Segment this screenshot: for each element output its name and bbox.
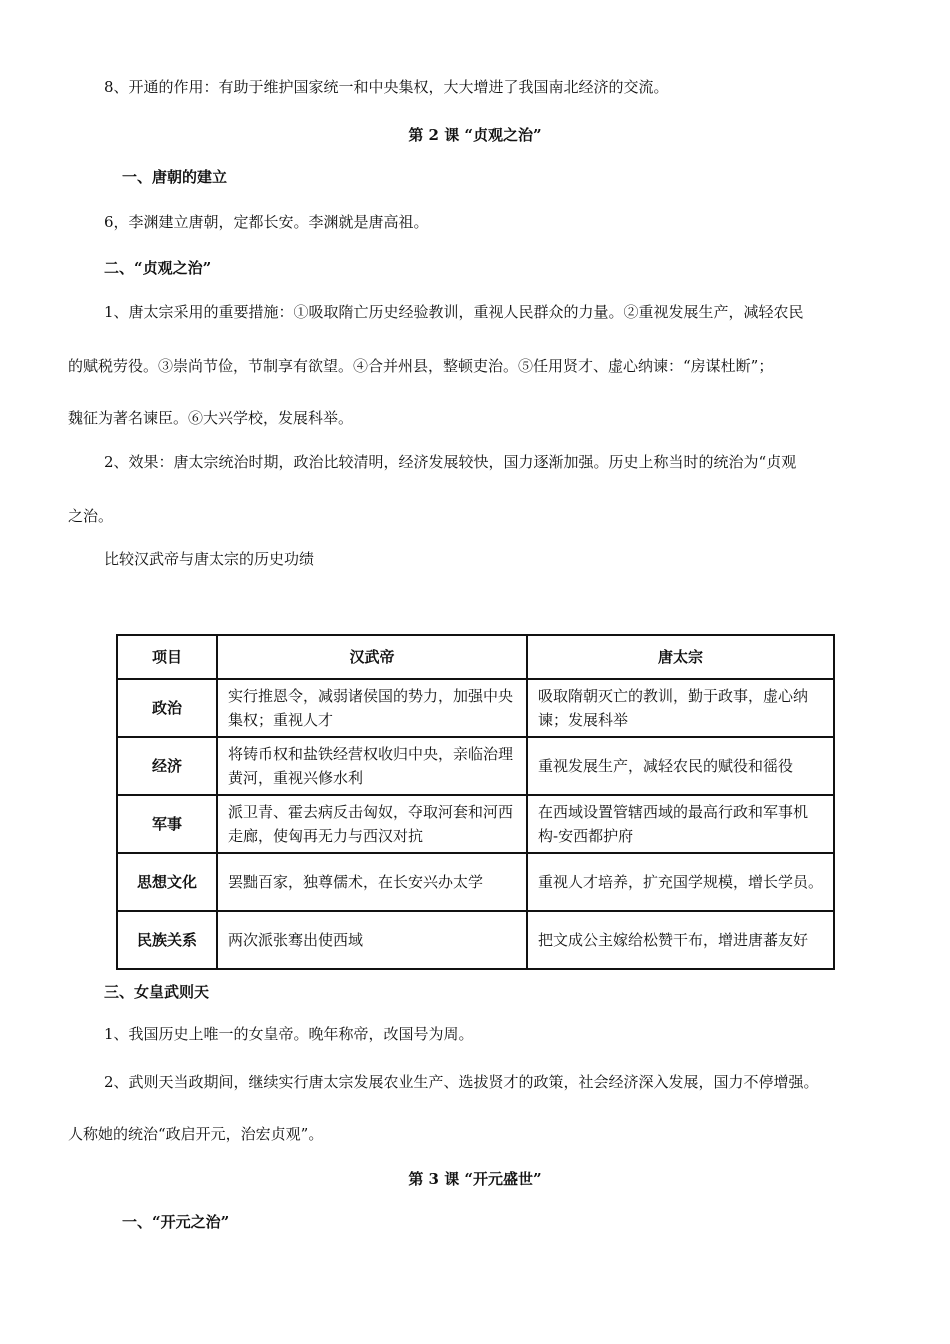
- paragraph-measures-line3: 魏征为著名谏臣。⑥大兴学校，发展科举。: [68, 409, 354, 427]
- table-cell-han: 罢黜百家，独尊儒术，在长安兴办太学: [217, 853, 527, 911]
- table-cell-tang: 吸取隋朝灭亡的教训，勤于政事，虚心纳谏；发展科举: [527, 679, 834, 737]
- table-row: [117, 795, 834, 853]
- table-cell-item: 经济: [117, 737, 217, 795]
- table-header-cell: 项目: [117, 635, 217, 679]
- table-cell-tang: 重视人才培养，扩充国学规模，增长学员。: [527, 853, 834, 911]
- paragraph-measures-line2: 的赋税劳役。③崇尚节俭，节制享有欲望。④合并州县，整顿吏治。⑤任用贤才、虚心纳谏：“房谋杜断”；: [68, 357, 774, 375]
- table-cell-han: 派卫青、霍去病反击匈奴，夺取河套和河西走廊，使匈再无力与西汉对抗: [217, 795, 527, 853]
- paragraph-wu-1: 1、我国历史上唯一的女皇帝。晚年称帝，改国号为周。: [104, 1025, 474, 1043]
- table-row: [117, 679, 834, 737]
- paragraph-measures-line1: 1、唐太宗采用的重要措施：①吸取隋亡历史经验教训，重视人民群众的力量。②重视发展生产，减轻农民: [104, 303, 804, 321]
- table-cell-item: 军事: [117, 795, 217, 853]
- table-row: [117, 737, 834, 795]
- comparison-caption: 比较汉武帝与唐太宗的历史功绩: [104, 550, 315, 568]
- table-header-cell: 汉武帝: [217, 635, 527, 679]
- paragraph-effect-line2: 之治。: [68, 507, 114, 525]
- section-heading-wu-zetian: 三、女皇武则天: [104, 983, 210, 1001]
- paragraph-tang-founding: 6，李渊建立唐朝，定都长安。李渊就是唐高祖。: [104, 213, 429, 231]
- comparison-table: [116, 634, 835, 970]
- paragraph-wu-2-line1: 2、武则天当政期间，继续实行唐太宗发展农业生产、选拔贤才的政策，社会经济深入发展，国力不停增强。: [104, 1073, 819, 1091]
- lesson-3-title: 第 3 课 “开元盛世”: [408, 1170, 542, 1188]
- table-cell-han: 实行推恩令，减弱诸侯国的势力，加强中央集权；重视人才: [217, 679, 527, 737]
- table-cell-han: 将铸币权和盐铁经营权收归中央，亲临治理黄河，重视兴修水利: [217, 737, 527, 795]
- table-cell-item: 政治: [117, 679, 217, 737]
- paragraph-wu-2-line2: 人称她的统治“政启开元，治宏贞观”。: [68, 1125, 324, 1143]
- table-row: [117, 853, 834, 911]
- section-heading-tang-founding: 一、唐朝的建立: [122, 168, 228, 186]
- table-cell-han: 两次派张骞出使西域: [217, 911, 527, 969]
- table-cell-item: 思想文化: [117, 853, 217, 911]
- table-header-cell: 唐太宗: [527, 635, 834, 679]
- table-header-row: [117, 635, 834, 679]
- section-heading-zhenguan: 二、“贞观之治”: [104, 259, 212, 277]
- table-cell-item: 民族关系: [117, 911, 217, 969]
- paragraph-8: 8、开通的作用：有助于维护国家统一和中央集权，大大增进了我国南北经济的交流。: [104, 78, 669, 96]
- table-row: [117, 911, 834, 969]
- lesson-2-title: 第 2 课 “贞观之治”: [408, 126, 542, 144]
- table-cell-tang: 把文成公主嫁给松赞干布，增进唐蕃友好: [527, 911, 834, 969]
- paragraph-effect-line1: 2、效果：唐太宗统治时期，政治比较清明，经济发展较快，国力逐渐加强。历史上称当时的统治为“贞观: [104, 453, 797, 471]
- table-cell-tang: 重视发展生产，减轻农民的赋役和徭役: [527, 737, 834, 795]
- section-heading-kaiyuan: 一、“开元之治”: [122, 1213, 230, 1231]
- table-cell-tang: 在西域设置管辖西域的最高行政和军事机构-安西都护府: [527, 795, 834, 853]
